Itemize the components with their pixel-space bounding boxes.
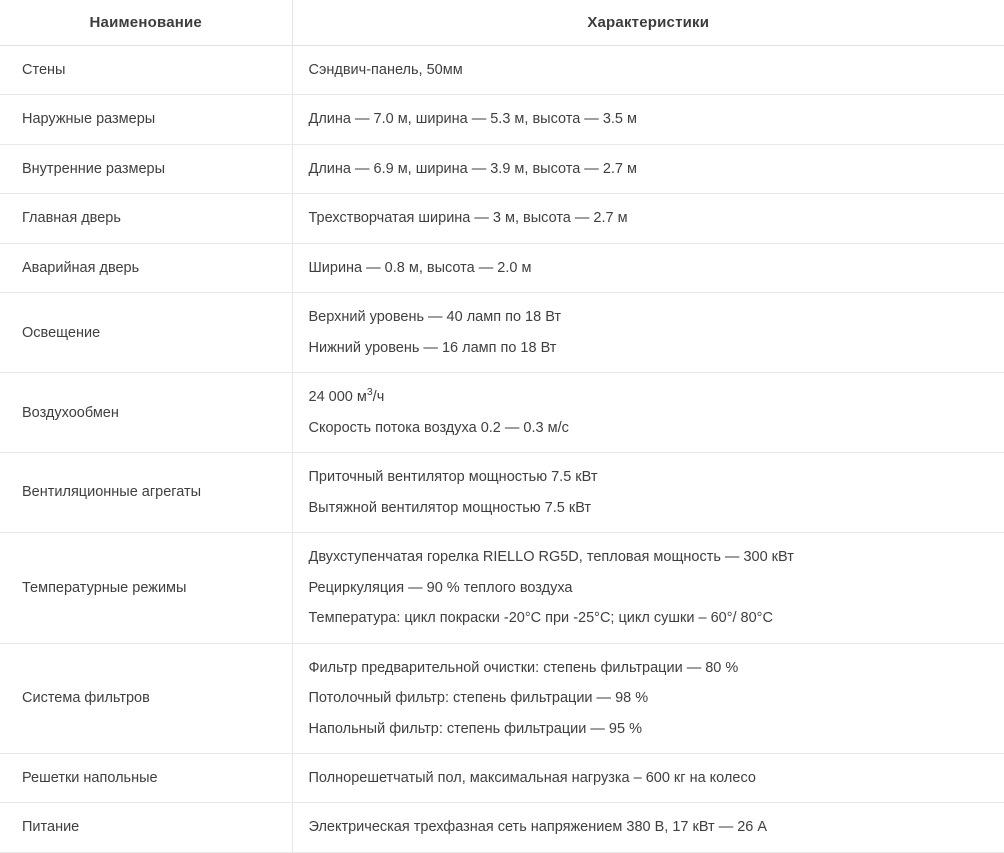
value-line: Нижний уровень — 16 ламп по 18 Вт: [308, 339, 557, 356]
value-line: 24 000 $м^3/ч$: [308, 387, 385, 406]
value-line: Вытяжной вентилятор мощностью 7.5 кВт: [308, 499, 592, 516]
row-name-cell: Освещение: [0, 293, 292, 373]
value-line: Длина — 7.0 м, ширина — 5.3 м, высота — 3.5 м: [308, 111, 637, 128]
row-value-cell: [292, 95, 1004, 144]
row-name-cell: Питание: [0, 803, 292, 852]
row-name-cell: Аварийная дверь: [0, 243, 292, 292]
value-line: Верхний уровень — 40 ламп по 18 Вт: [308, 309, 562, 326]
row-value-cell: [292, 293, 1004, 373]
table-row: [0, 243, 1004, 292]
value-line: Рециркуляция — 90 % теплого воздуха: [308, 579, 573, 596]
row-value-cell: [292, 144, 1004, 193]
value-line: Потолочный фильтр: степень фильтрации — 98 %: [308, 690, 649, 707]
column-header-value: Характеристики: [292, 0, 1004, 46]
row-value-cell: [292, 803, 1004, 852]
row-value-cell: [292, 643, 1004, 753]
row-name-cell: Наружные размеры: [0, 95, 292, 144]
table-row: [0, 95, 1004, 144]
value-line: Скорость потока воздуха 0.2 — 0.3 м/с: [308, 419, 569, 436]
table-body: [0, 46, 1004, 853]
row-value-cell: [292, 194, 1004, 243]
row-value-cell: [292, 533, 1004, 643]
value-line: Полнорешетчатый пол, максимальная нагрузка – 600 кг на колесо: [308, 769, 756, 786]
value-line: Электрическая трехфазная сеть напряжением 380 В, 17 кВт — 26 А: [308, 819, 768, 836]
value-line: Напольный фильтр: степень фильтрации — 95 %: [308, 720, 642, 737]
row-name-cell: Главная дверь: [0, 194, 292, 243]
table-header-row: [0, 0, 1004, 46]
row-value-cell: [292, 373, 1004, 453]
value-line: Ширина — 0.8 м, высота — 2.0 м: [308, 259, 532, 276]
row-name-cell: Стены: [0, 46, 292, 95]
row-value-cell: [292, 453, 1004, 533]
row-name-cell: Вентиляционные агрегаты: [0, 453, 292, 533]
row-name-cell: Система фильтров: [0, 643, 292, 753]
table-row: [0, 533, 1004, 643]
table-row: [0, 753, 1004, 802]
value-line: Двухступенчатая горелка RIELLO RG5D, тепловая мощность — 300 кВт: [308, 549, 794, 566]
row-name-cell: Температурные режимы: [0, 533, 292, 643]
table-row: [0, 46, 1004, 95]
table-row: [0, 293, 1004, 373]
value-line: Температура: цикл покраски -20°C при -25°C; цикл сушки – 60°/ 80°C: [308, 610, 773, 627]
table-header: [0, 0, 1004, 46]
row-name-cell: Решетки напольные: [0, 753, 292, 802]
row-name-cell: Внутренние размеры: [0, 144, 292, 193]
row-name-cell: Воздухообмен: [0, 373, 292, 453]
table-row: [0, 194, 1004, 243]
value-line: Сэндвич-панель, 50мм: [308, 62, 463, 78]
table-row: [0, 643, 1004, 753]
table-row: [0, 803, 1004, 852]
row-value-cell: [292, 46, 1004, 95]
value-line: Фильтр предварительной очистки: степень фильтрации — 80 %: [308, 659, 739, 676]
table-row: [0, 144, 1004, 193]
row-value-cell: [292, 753, 1004, 802]
table-row: [0, 453, 1004, 533]
value-line: Длина — 6.9 м, ширина — 3.9 м, высота — 2.7 м: [308, 160, 637, 177]
value-line: Трехстворчатая ширина — 3 м, высота — 2.7 м: [308, 210, 628, 227]
value-line: Приточный вентилятор мощностью 7.5 кВт: [308, 469, 598, 486]
row-value-cell: [292, 243, 1004, 292]
table-row: [0, 373, 1004, 453]
column-header-name: Наименование: [0, 0, 292, 46]
